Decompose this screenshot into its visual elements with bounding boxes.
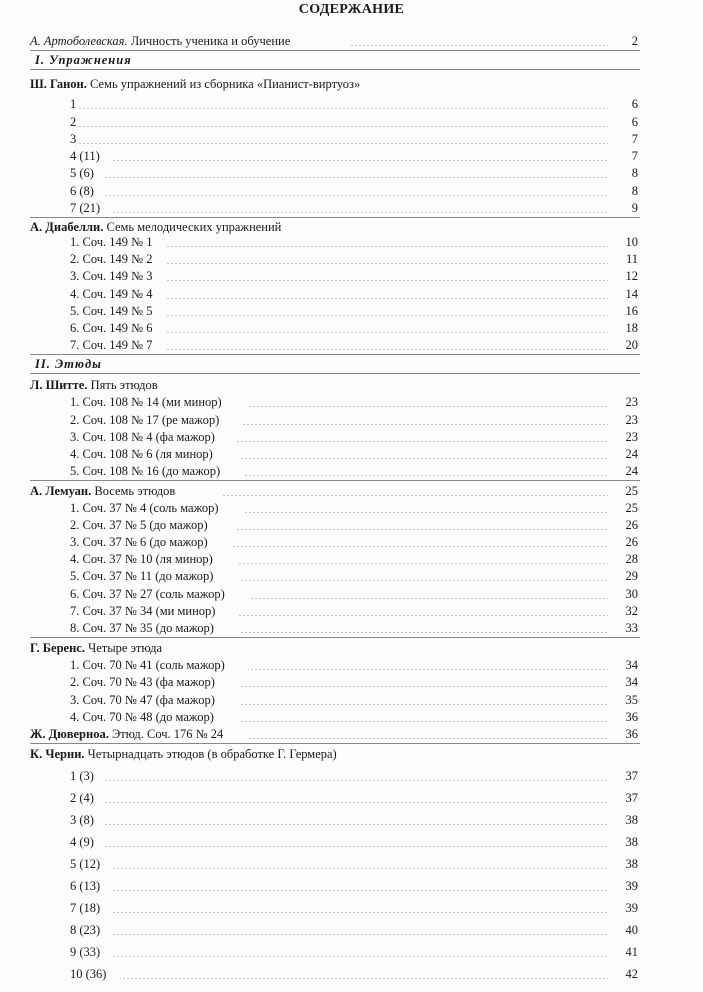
- toc-entry[interactable]: [0, 692, 703, 709]
- leader-dots: [244, 512, 626, 513]
- toc-entry[interactable]: [0, 251, 703, 268]
- toc-entry[interactable]: [0, 551, 703, 568]
- entry-label: 4. Соч. 70 № 48 (до мажор): [70, 710, 214, 724]
- collection-title: Этюд. Соч. 176 № 24: [108, 727, 224, 741]
- toc-entry[interactable]: [0, 768, 703, 785]
- page-number: 38: [608, 812, 638, 829]
- page-number: 34: [608, 674, 638, 691]
- toc-entry[interactable]: [0, 657, 703, 674]
- leader-dots: [166, 246, 626, 247]
- entry-label: 7 (18): [70, 901, 101, 915]
- page-number: 36: [608, 709, 638, 726]
- leader-dots: [104, 846, 626, 847]
- entry-label: 7. Соч. 149 № 7: [70, 338, 153, 352]
- collection-title: Семь мелодических упражнений: [103, 220, 282, 234]
- entry-label: 5. Соч. 37 № 11 (до мажор): [70, 569, 214, 583]
- page-number: 2: [608, 33, 638, 50]
- leader-dots: [240, 686, 626, 687]
- entry-label: 3. Соч. 149 № 3: [70, 269, 153, 283]
- toc-entry[interactable]: [0, 500, 703, 517]
- page-number: 20: [608, 337, 638, 354]
- leader-dots: [166, 349, 626, 350]
- page-number: 40: [608, 922, 638, 939]
- divider: [30, 354, 640, 355]
- intro-author: А. Артоболевская.: [30, 34, 128, 48]
- page-number: 35: [608, 692, 638, 709]
- collection-title: Семь упражнений из сборника «Пианист-виртуоз»: [86, 77, 361, 91]
- toc-heading-schytte: [0, 377, 703, 394]
- leader-dots: [166, 280, 626, 281]
- page-number: 42: [608, 966, 638, 983]
- entry-label: 6. Соч. 37 № 27 (соль мажор): [70, 587, 225, 601]
- page-number: 32: [608, 603, 638, 620]
- intro-text: Личность ученика и обучение: [127, 34, 291, 48]
- leader-dots: [248, 738, 626, 739]
- leader-dots: [104, 802, 626, 803]
- entry-label: 5 (12): [70, 857, 101, 871]
- leader-dots: [238, 615, 626, 616]
- page-title: СОДЕРЖАНИЕ: [298, 2, 405, 17]
- entry-label: 5 (6): [70, 166, 94, 180]
- entry-label: 2. Соч. 37 № 5 (до мажор): [70, 518, 208, 532]
- page-number: 37: [608, 768, 638, 785]
- divider: [30, 217, 640, 218]
- collection-title: Четыре этюда: [84, 641, 163, 655]
- leader-dots: [104, 195, 626, 196]
- entry-label: 2: [70, 115, 77, 129]
- toc-entry[interactable]: [0, 268, 703, 285]
- leader-dots: [166, 263, 626, 264]
- toc-heading-berens: [0, 640, 703, 657]
- page-number: 23: [608, 412, 638, 429]
- page-number: 26: [608, 517, 638, 534]
- page-number: 25: [608, 500, 638, 517]
- page-number: 39: [608, 878, 638, 895]
- section-heading: I. Упражнения: [35, 53, 132, 67]
- toc-entry[interactable]: [0, 429, 703, 446]
- entry-label: 7. Соч. 37 № 34 (ми минор): [70, 604, 216, 618]
- composer-name: А. Лемуан.: [30, 484, 92, 498]
- leader-dots: [240, 704, 626, 705]
- toc-entry[interactable]: [0, 234, 703, 251]
- toc-entry[interactable]: [0, 446, 703, 463]
- entry-label: 6. Соч. 149 № 6: [70, 321, 153, 335]
- composer-name: Г. Беренс.: [30, 641, 85, 655]
- leader-dots: [78, 126, 626, 127]
- page-number: 38: [608, 856, 638, 873]
- toc-entry[interactable]: [0, 834, 703, 851]
- entry-label: 4 (11): [70, 149, 100, 163]
- page-number: 39: [608, 900, 638, 917]
- leader-dots: [112, 934, 626, 935]
- toc-entry[interactable]: [0, 603, 703, 620]
- leader-dots: [244, 475, 626, 476]
- toc-entry[interactable]: [0, 96, 703, 113]
- leader-dots: [112, 212, 626, 213]
- divider: [30, 480, 640, 481]
- toc-entry[interactable]: [0, 674, 703, 691]
- page-number: 11: [608, 251, 638, 268]
- page-number: 24: [608, 446, 638, 463]
- page-number: 10: [608, 234, 638, 251]
- toc-entry[interactable]: [0, 463, 703, 480]
- page-number: 24: [608, 463, 638, 480]
- page-number: 29: [608, 568, 638, 585]
- page-number: 7: [608, 131, 638, 148]
- entry-label: 4. Соч. 108 № 6 (ля минор): [70, 447, 213, 461]
- entry-label: 9 (33): [70, 945, 101, 959]
- toc-entry[interactable]: [0, 412, 703, 429]
- toc-entry[interactable]: [0, 517, 703, 534]
- divider: [30, 69, 640, 70]
- entry-label: 2. Соч. 149 № 2: [70, 252, 153, 266]
- entry-label: 3 (8): [70, 813, 94, 827]
- entry-label: 3. Соч. 108 № 4 (фа мажор): [70, 430, 215, 444]
- entry-label: 2. Соч. 70 № 43 (фа мажор): [70, 675, 215, 689]
- page-number: 41: [608, 944, 638, 961]
- page-number: 8: [608, 165, 638, 182]
- leader-dots: [78, 143, 626, 144]
- leader-dots: [240, 580, 626, 581]
- toc-entry[interactable]: [0, 534, 703, 551]
- toc-entry[interactable]: [0, 320, 703, 337]
- toc-entry[interactable]: [0, 394, 703, 411]
- page-number: 18: [608, 320, 638, 337]
- leader-dots: [242, 424, 626, 425]
- entry-label: 10 (36): [70, 967, 107, 981]
- page-number: 16: [608, 303, 638, 320]
- entry-label: 4. Соч. 37 № 10 (ля минор): [70, 552, 213, 566]
- toc-heading-czerny: [0, 746, 703, 763]
- leader-dots: [350, 45, 626, 46]
- composer-name: Ж. Дюверноа.: [30, 727, 109, 741]
- divider: [30, 743, 640, 744]
- leader-dots: [240, 721, 626, 722]
- leader-dots: [104, 824, 626, 825]
- page-number: 36: [608, 726, 638, 743]
- toc-entry[interactable]: [0, 131, 703, 148]
- composer-name: К. Черни.: [30, 747, 85, 761]
- entry-label: 1. Соч. 70 № 41 (соль мажор): [70, 658, 225, 672]
- leader-dots: [112, 160, 626, 161]
- entry-label: 6 (8): [70, 184, 94, 198]
- toc-entry[interactable]: [0, 709, 703, 726]
- leader-dots: [238, 563, 626, 564]
- divider: [30, 373, 640, 374]
- toc-entry-intro[interactable]: [0, 33, 703, 50]
- toc-entry[interactable]: [0, 790, 703, 807]
- collection-title: Восемь этюдов: [91, 484, 176, 498]
- leader-dots: [236, 529, 626, 530]
- page-number: 30: [608, 586, 638, 603]
- toc-entry[interactable]: [0, 183, 703, 200]
- leader-dots: [112, 890, 626, 891]
- toc-entry[interactable]: [0, 922, 703, 939]
- entry-label: 1. Соч. 37 № 4 (соль мажор): [70, 501, 219, 515]
- toc-entry[interactable]: [0, 114, 703, 131]
- entry-label: 8 (23): [70, 923, 101, 937]
- page-number: 28: [608, 551, 638, 568]
- page-number: 12: [608, 268, 638, 285]
- leader-dots: [240, 632, 626, 633]
- toc-entry[interactable]: [0, 620, 703, 637]
- leader-dots: [104, 177, 626, 178]
- page-number: 6: [608, 114, 638, 131]
- toc-entry[interactable]: [0, 878, 703, 895]
- divider: [30, 50, 640, 51]
- leader-dots: [248, 406, 626, 407]
- leader-dots: [166, 332, 626, 333]
- toc-entry[interactable]: [0, 900, 703, 917]
- leader-dots: [104, 780, 626, 781]
- leader-dots: [166, 315, 626, 316]
- leader-dots: [236, 441, 626, 442]
- page-number: 25: [608, 483, 638, 500]
- toc-entry[interactable]: [0, 812, 703, 829]
- page-number: 23: [608, 429, 638, 446]
- toc-entry[interactable]: [0, 148, 703, 165]
- toc-entry[interactable]: [0, 337, 703, 354]
- leader-dots: [250, 669, 626, 670]
- page-number: 34: [608, 657, 638, 674]
- toc-entry[interactable]: [0, 165, 703, 182]
- collection-title: Четырнадцать этюдов (в обработке Г. Гермера): [84, 747, 337, 761]
- entry-label: 1 (3): [70, 769, 94, 783]
- leader-dots: [240, 458, 626, 459]
- collection-title: Пять этюдов: [87, 378, 158, 392]
- entry-label: 1: [70, 97, 77, 111]
- toc-entry[interactable]: [0, 586, 703, 603]
- page-number: 33: [608, 620, 638, 637]
- entry-label: 2. Соч. 108 № 17 (ре мажор): [70, 413, 220, 427]
- toc-heading-duvernoy[interactable]: [0, 726, 703, 743]
- composer-name: А. Диабелли.: [30, 220, 104, 234]
- entry-label: 4. Соч. 149 № 4: [70, 287, 153, 301]
- page-number: 26: [608, 534, 638, 551]
- toc-entry[interactable]: [0, 856, 703, 873]
- leader-dots: [222, 495, 626, 496]
- toc-entry[interactable]: [0, 200, 703, 217]
- toc-entry[interactable]: [0, 944, 703, 961]
- leader-dots: [112, 912, 626, 913]
- entry-label: 3. Соч. 37 № 6 (до мажор): [70, 535, 208, 549]
- section-heading: II. Этюды: [35, 357, 102, 371]
- entry-label: 5. Соч. 108 № 16 (до мажор): [70, 464, 221, 478]
- toc-heading-hanon: [0, 76, 703, 93]
- toc-entry[interactable]: [0, 286, 703, 303]
- toc-entry[interactable]: [0, 568, 703, 585]
- composer-name: Л. Шитте.: [30, 378, 88, 392]
- entry-label: 3. Соч. 70 № 47 (фа мажор): [70, 693, 215, 707]
- page-number: 8: [608, 183, 638, 200]
- leader-dots: [166, 298, 626, 299]
- page-number: 14: [608, 286, 638, 303]
- toc-entry[interactable]: [0, 303, 703, 320]
- page-number: 38: [608, 834, 638, 851]
- toc-heading-lemoine[interactable]: [0, 483, 703, 500]
- entry-label: 6 (13): [70, 879, 101, 893]
- toc-entry[interactable]: [0, 966, 703, 983]
- page-number: 7: [608, 148, 638, 165]
- entry-label: 5. Соч. 149 № 5: [70, 304, 153, 318]
- page-number: 6: [608, 96, 638, 113]
- entry-label: 4 (9): [70, 835, 94, 849]
- leader-dots: [112, 868, 626, 869]
- leader-dots: [122, 978, 626, 979]
- entry-label: 8. Соч. 37 № 35 (до мажор): [70, 621, 214, 635]
- entry-label: 1. Соч. 108 № 14 (ми минор): [70, 395, 222, 409]
- divider: [30, 637, 640, 638]
- composer-name: Ш. Ганон.: [30, 77, 87, 91]
- leader-dots: [78, 108, 626, 109]
- page-number: 37: [608, 790, 638, 807]
- page-number: 9: [608, 200, 638, 217]
- leader-dots: [250, 598, 626, 599]
- page-number: 23: [608, 394, 638, 411]
- entry-label: 3: [70, 132, 77, 146]
- entry-label: 2 (4): [70, 791, 94, 805]
- entry-label: 1. Соч. 149 № 1: [70, 235, 153, 249]
- entry-label: 7 (21): [70, 201, 101, 215]
- leader-dots: [112, 956, 626, 957]
- leader-dots: [232, 546, 626, 547]
